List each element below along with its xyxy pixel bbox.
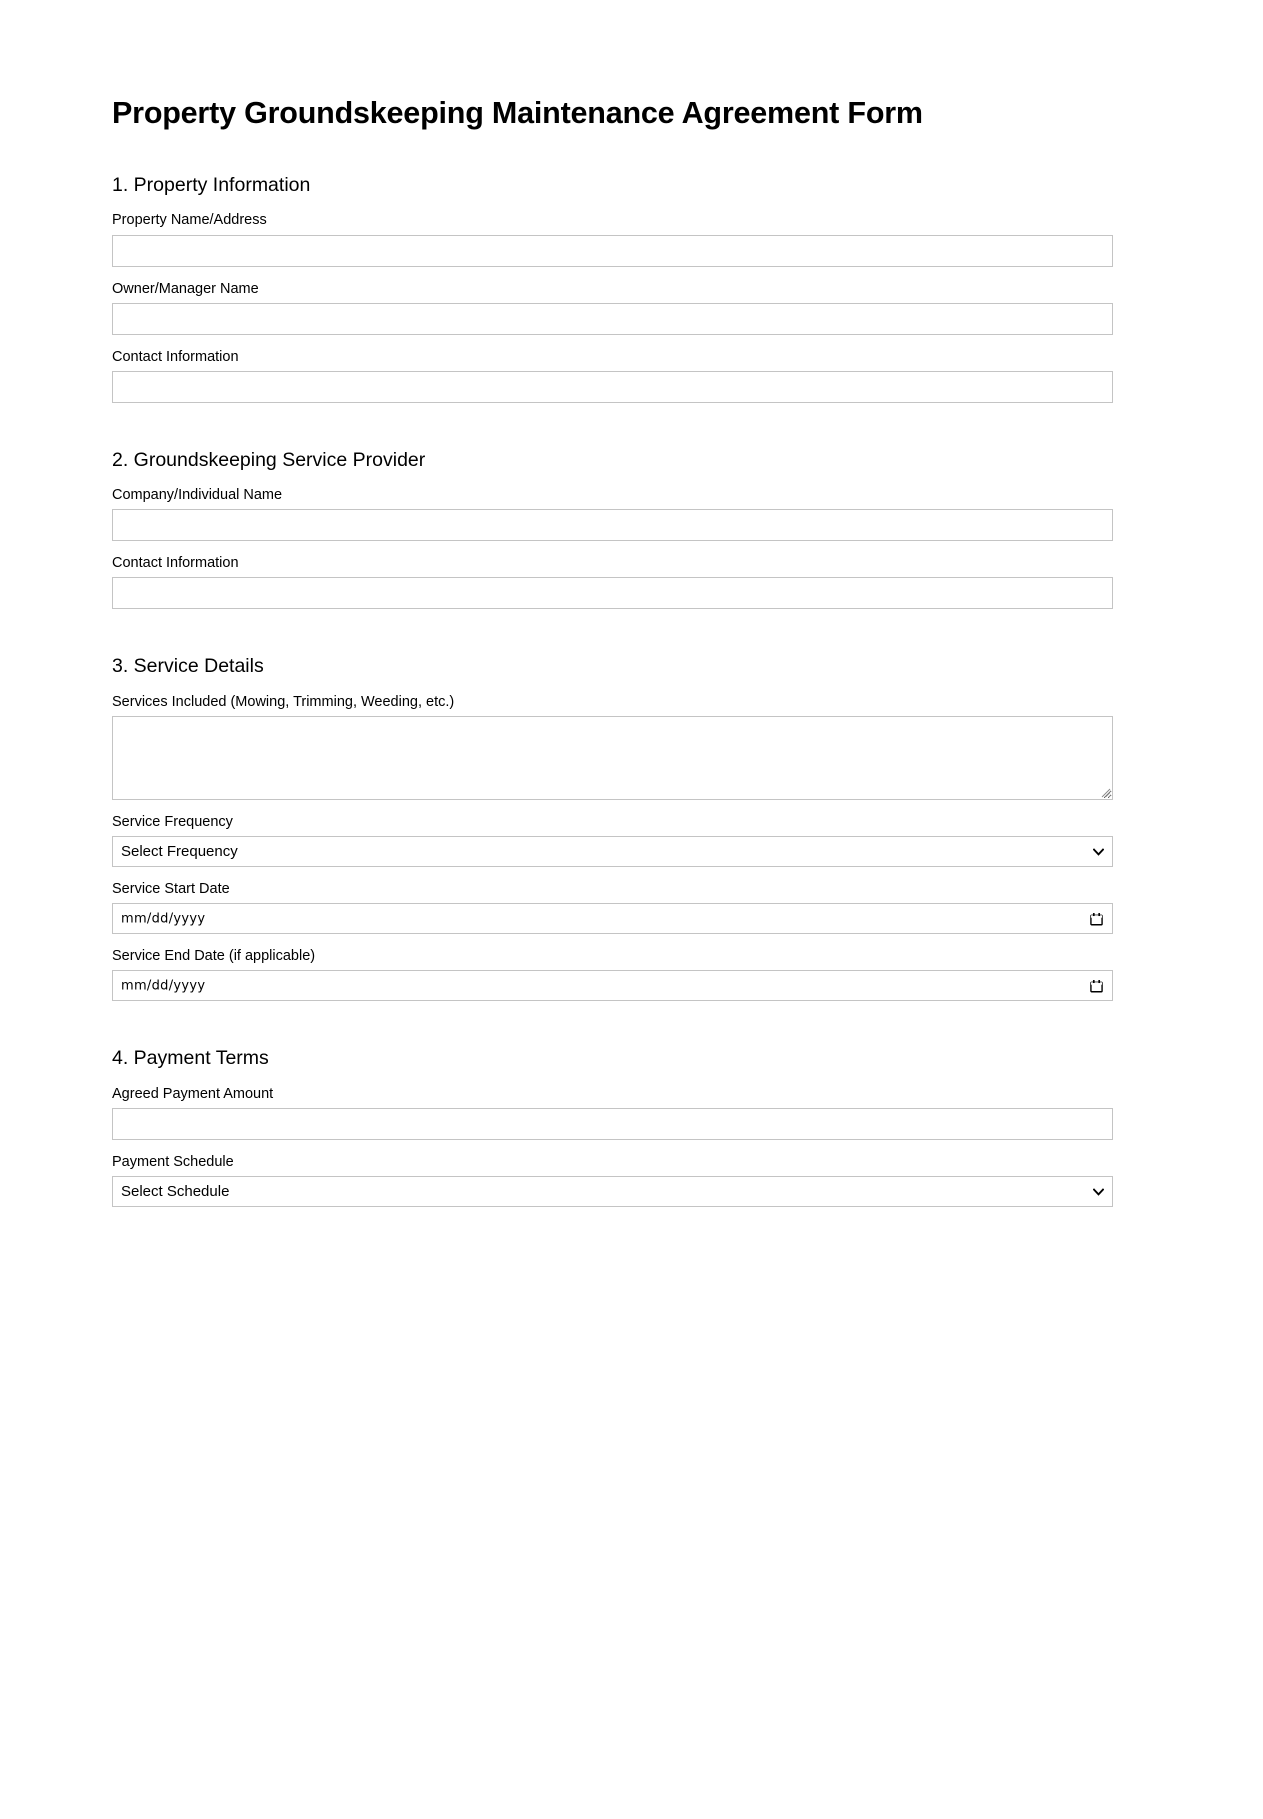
field-payment-schedule xyxy=(112,1153,1113,1207)
field-label: Services Included (Mowing, Trimming, Weeding, etc.) xyxy=(112,693,455,710)
section-heading: 2. Groundskeeping Service Provider xyxy=(112,448,426,471)
services-included-wrapper xyxy=(112,716,1113,800)
service-end-date-input[interactable] xyxy=(112,970,1113,1001)
field-label: Service Frequency xyxy=(112,813,233,830)
field-label: Service End Date (if applicable) xyxy=(112,948,316,965)
field-provider-contact-information xyxy=(112,554,1113,609)
service-start-date-input[interactable] xyxy=(112,903,1113,934)
section-property-information xyxy=(112,174,1113,403)
field-label: Contact Information xyxy=(112,555,239,572)
section-heading: 1. Property Information xyxy=(112,174,311,197)
section-heading: 3. Service Details xyxy=(112,655,264,678)
field-label: Service Start Date xyxy=(112,881,230,898)
field-label: Company/Individual Name xyxy=(112,487,283,504)
section-groundskeeping-service-provider xyxy=(112,449,1113,610)
field-label: Payment Schedule xyxy=(112,1153,234,1170)
field-service-end-date xyxy=(112,947,1113,1001)
field-service-start-date xyxy=(112,880,1113,934)
field-company-individual-name xyxy=(112,486,1113,541)
field-agreed-payment-amount xyxy=(112,1085,1113,1140)
owner-manager-name-input[interactable] xyxy=(112,303,1113,335)
field-property-contact-information xyxy=(112,348,1113,403)
field-label: Contact Information xyxy=(112,348,239,365)
field-label: Owner/Manager Name xyxy=(112,280,259,297)
agreed-payment-amount-input[interactable] xyxy=(112,1108,1113,1140)
field-label: Property Name/Address xyxy=(112,212,267,229)
page-title: Property Groundskeeping Maintenance Agreement Form xyxy=(112,96,923,130)
date-placeholder-text: mm/dd/yyyy xyxy=(121,978,206,994)
field-service-frequency xyxy=(112,813,1113,867)
service-frequency-wrapper xyxy=(112,836,1113,867)
field-label: Agreed Payment Amount xyxy=(112,1085,274,1102)
section-heading: 4. Payment Terms xyxy=(112,1047,269,1070)
service-end-date-wrapper xyxy=(112,970,1113,1001)
service-frequency-select[interactable] xyxy=(112,836,1113,867)
payment-schedule-select[interactable] xyxy=(112,1176,1113,1207)
provider-contact-information-input[interactable] xyxy=(112,577,1113,609)
field-property-name-address xyxy=(112,211,1113,266)
company-individual-name-input[interactable] xyxy=(112,509,1113,541)
section-payment-terms xyxy=(112,1047,1113,1207)
payment-schedule-wrapper xyxy=(112,1176,1113,1207)
service-start-date-wrapper xyxy=(112,903,1113,934)
section-service-details xyxy=(112,655,1113,1001)
field-services-included xyxy=(112,693,1113,800)
property-name-address-input[interactable] xyxy=(112,235,1113,267)
services-included-textarea[interactable] xyxy=(112,716,1113,800)
field-owner-manager-name xyxy=(112,280,1113,335)
property-contact-information-input[interactable] xyxy=(112,371,1113,403)
date-placeholder-text: mm/dd/yyyy xyxy=(121,911,206,927)
